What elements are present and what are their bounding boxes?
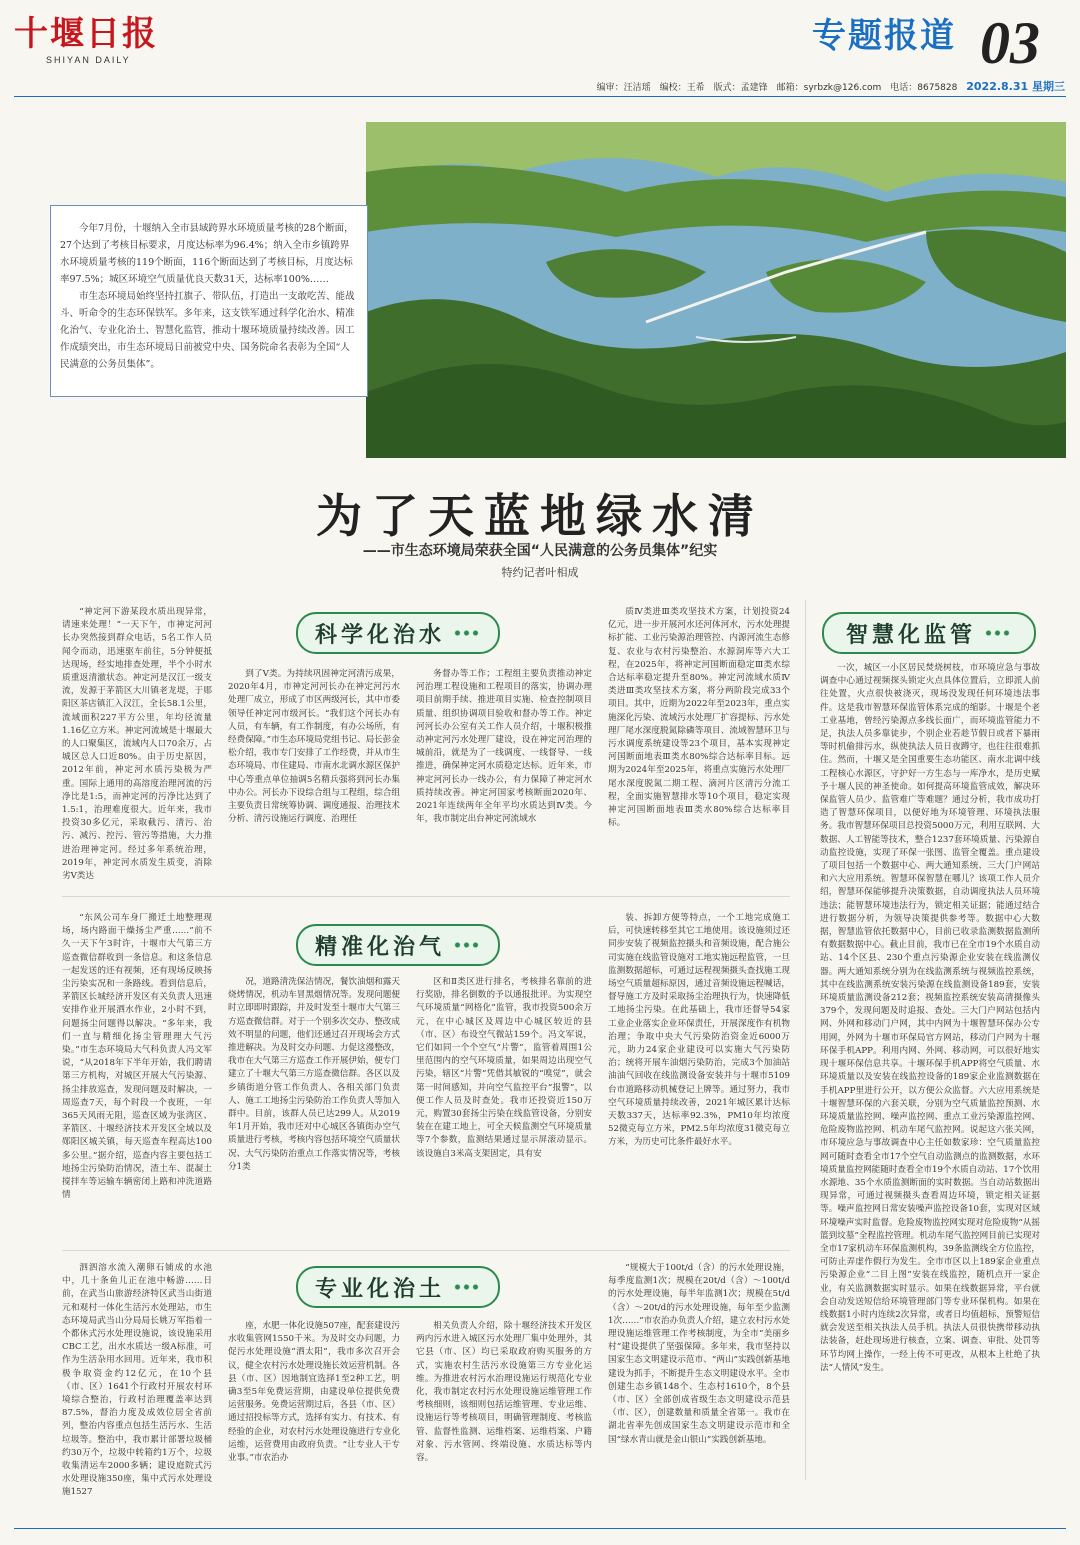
section-decoration-icon — [453, 1282, 481, 1292]
issue-date: 2022.8.31 星期三 — [966, 80, 1065, 93]
section-decoration-icon — [453, 940, 481, 950]
intro-paragraph-2: 市生态环境局始终坚持扛旗子、带队伍，打造出一支敢吃苦、能战斗、听命令的生态环保铁军。多年来，这支铁军通过科学化治水、精准化治气、专业化治土、智慧化监管，推动十堰环境质量持续改善。因工作成绩突出，市生态环境局日前被党中央、国务院命名表彰为全国“人民满意的公务员集体”。 — [60, 291, 355, 370]
smart-text: 一次，城区一小区居民焚烧树枝，市环境应急与事故调查中心通过视频探头锁定火点具体位置后，立即派人前往处置，火点很快被浇灭，现场没发现任何环境违法事件。这是我市智慧环保监管体系完成的缩影。十堰是个老工业基地，曾经污染源点多线长面广，而环境监管能力不足，执法人员多靠徒步，个别企业若趁节假日或者下暴雨等时机偷排污水，纵使执法人员日夜蹲守，也往往很难抓住。然而，十堰又是全国重要生态功能区、南水北调中线工程核心水源区，守护好一方生态与一库净水，是历史赋予十堰人民的神圣使命。如何提高环境监管成效，解决环保监管人员少、监管难广等难题？通过分析，我市成功打造了智慧环保项目，以便好地为环境管理、环境执法服务。我市智慧环保项目总投资5000万元，利用互联网、大数据、人工智能等技术，整合1237套环境质量、污染源自动监控设施，实现了环保一张图、监管全覆盖。重点建设了项目包括一个数据中心、两大通知系统、三大门户网站和六大应用系统。智慧环保智慧在哪儿？该项工作人员介绍，智慧环保能够提升决策数据，自动调度执法人员环境违法；能智慧环境违法行为，锁定相关证据；能通过结合进行数据分析，为领导决策提供参考等。数据中心大数据，智慧监管依托数据中心，目前已收录监测数据监测所有数据数据中心。截止目前，我市已在全市19个水质自动站、14个区县、230个重点污染源企业安装在线监测仪器。两大通知系统分别为在线监测系统与视频监控系统，其中在线监测系统安装污染源在线监测设备189套，安装环境质量监测设备212套；视频监控系统安装高清摄像头379个，发现问题及时追报、查处。三大门户网站包括内网、外网和移动门户网，其中内网为十堰智慧环保办公专用网，外网为十堰市环保局官方网站，移动门户网为十堰环保手机APP。利用内网、外网、移动网，可以很好地实现十堰环保信息共享。十堰环保手机APP将空气质量、水环境质量以及安装在线监控设备的189家企业监测数据在手机APP里进行公开，以方便公众监督。六大应用系统是十堰智慧环保的六套关联，分别为空气质量监控预测、水环境质量监控网、噪声监控网、重点工业污染源监控网、危险废物监控网、机动车尾气监控网。说起这六张关网，市环境应急与事故调查中心主任如数家珍：空气质量监控网可随时查看全市17个空气自动监测点的监测数据，水环境质量监控网能随时查看全市19个水质自动站、17个饮用水源地、35个水质监测断面的实时数据。当自动站数据出现异常，可通过视频摄头查看周边环境，锁定相关证据等。噪声监控网日常安装噪声监控设备10套，实现对区域环境噪声实时监督。危险废物监控网实现对危险废物“从摇篮到坟墓”全程监控管理。机动车尾气监控网目前已实现对全市17家机动车环保监测机构，39条监测线全方位监控，可防止弄虚作假行为发生。全市市区以上189家企业重点污染源企业“二目上图”安装在线监控，随机点开一家企业，有关监测数据实时显示。如果在线数据异常，平台就会自动发送短信给环境管理部门等专业环保机构。如果在线数据1小时内连续2次异常，或者日均值超标，预警短信就会发送至相关执法人员手机。执法人员很快携带移动执法装备，赶赴现场进行核查，立案、调查、审批、处罚等环节均网上操作，一经上传不可更改，从根本上杜绝了执法“人情风”发生。 — [820, 663, 1040, 1373]
soil-text-3: 相关负责人介绍，除十堰经济技术开发区两内污水进入城区污水处理厂集中处理外，其它县（市、区）均已采取政府购买服务的方式，实施农村生活污水设施第三方专业化运维。为推进农村污水治理设施运行规范化专业化，我市制定农村污水处理设施运维管理工作考核细则，该细则包括运维管理、专业运维、设施运行等考核项目，明确管理制度、考核监管、监督性监测、运维档案、运维档案、户籍对象、污水管网、终端设施、水质达标等内容。 — [416, 1321, 592, 1464]
masthead-rule — [14, 96, 1066, 97]
air-text-1: “东风公司车身厂搬迁土地整理现场，场内路面干燥扬尘严重……”前不久一天下午3时许，十堰市大气第三方巡查微信群收到一条信息。和这条信息一起发送的还有视频，还有现场反映扬尘污染实况和一条路线。看到信息后，茅箭区长城经济开发区有关负责人迅速安排作业开展洒水作业，2小时不到，问题扬尘问题得以解决。“多年来，我们一直与精细化扬尘管理理大气污染。”市生态环境局大气科负责人冯文军说，“从2018年下半年开始，我们聘请第三方机构，对城区开展大气污染源、扬尘排放巡查，发现问题及时解决，一周巡查7天，每个时段一个夜班，一年365天风雨无阻，巡查区域为张湾区、茅箭区、十堰经济技术开发区全域以及郧阳区城关镇，每天巡查车程高达100多公里。”据介绍，巡查内容主要包括工地扬尘污染防治情况，渣土车、混凝土搅拌车等运输车辆密闭上路和冲洗道路情 — [62, 913, 212, 1201]
landscape-illustration — [366, 122, 1066, 458]
soil-column-1 — [62, 1262, 212, 1498]
section-separator — [62, 1250, 790, 1251]
soil-column-2 — [228, 1320, 400, 1482]
air-text-4: 装、拆卸方便等特点，一个工地完成施工后，可快速转移至其它工地使用。该设施须过还同步安装了视频监控摄头和音频设施，配合施公司实施在线监管设施对工地实施远程监管，一旦监测数据超标，可通过远程视频摄头查找施工现场空气质量超标原因，通过音频设施远程喊话，督导施工方及时采取扬尘治理执行为，快速降低工地扬尘污染。在此基础上，我市还督导54家工业企业落实企业环保责任，开展深度作有机物治理；争取中央大气污染防治资金近6000万元，助力24家企业建设可以实施大气污染防治；统将开展车油烟污染防治，完成3个加油站油油气回收在线监测设备安装并与十堰市5109台市道路移动机械登记上牌等。通过努力，我市空气环境质量持续改善，2021年城区累计达标天数337天，达标率92.3%，PM10年均浓度52微克每立方米，PM2.5年均浓度31微克每立方米，为历史可比条件最好水平。 — [608, 913, 790, 1148]
article-headline: 为了天蓝地绿水清 — [316, 489, 764, 543]
soil-text-1: 泗泗溶水流入潮卵石铺成的水池中，几十条鱼儿正在池中畅游……日前，在武当山旅游经济特区武当山街道元和观村一体化生活污水处理站，市生态环境局武当山分局局长姚万军指着一个都休式污水处理设施说，该设施采用CBC工艺，出水水质达一级A标准，可作为生活杂用水回用。近年来，我市积极争取资金约12亿元，在10个县（市、区）1641个行政村开展农村环境综合整治，行政村治理覆盖率达到87.5%，督治力度及成效位居全省前列，整治内容重点包括生活污水、生活垃圾等。整治中，我市累计部署垃圾桶约30万个，垃圾中转箱约1万个，垃圾收集清运车2000多辆；建设庭院式污水处理设施350座，集中式污水处理设施1527 — [62, 1263, 212, 1498]
water-text-1: “神定河下游某段水质出现异常，请速来处理！”一天下午，市神定河河长办突然接到群众电话，5名工作人员闻令而动，迅速驱车前往，5分钟便抵达现场，经实地排查处理，半个小时水质重返清澈状态。神定河是汉江一级支流，发源于茅箭区大川镇老龙堤，于郧阳区茶店镇汇入汉江，全长58.1公里，流域面积227平方公里，年均径流量1.16亿立方米。神定河流域是十堰最大的人口聚集区，流域内人口70余万，占城区总人口近80%。由于历史原因，2012年前，神定河水质污染极为严重。国际上通用的高溶度治理河流的污净比是1:5，而神定河的污净比达到了1.5:1，治理难度很大。近年来，我市投资30多亿元，采取截污、清污、治污、减污、控污、管污等措施，大力推进治理神定河。经过多年系统治理，2019年，神定河水质发生质变，消除劣Ⅴ类达 — [62, 607, 212, 882]
newspaper-logo: 十堰日报 — [14, 14, 158, 54]
water-column-4 — [608, 606, 790, 874]
intro-paragraph-1: 今年7月份，十堰纳入全市县域跨界水环境质量考核的28个断面，27个达到了考核目标要求，月度达标率为96.4%；纳入全市乡镇跨界水环境质量考核的119个断面，116个断面达到了考核目标，月度达标率97.5%；城区环境空气质量优良天数31天，达标率100%…… — [60, 223, 354, 285]
footer-rule — [14, 1528, 1066, 1529]
section-title-soil — [296, 1266, 500, 1308]
air-column-4 — [608, 912, 790, 1230]
section-title-water-text: 科学化治水 — [314, 622, 445, 648]
credits-text: 编审：汪洁瑶 编校：王希 版式：孟建锋 邮箱：syrbzk@126.com 电话：8675828 — [596, 83, 958, 93]
article-byline: 特约记者叶相成 — [501, 566, 579, 579]
water-column-3 — [416, 668, 592, 874]
water-column-2 — [228, 668, 400, 874]
water-text-3: 务督办等工作；工程组主要负责推动神定河治理工程设施和工程项目的落实，协调办理项目前期手续、推进项目实施、检查控制项目质量、组织协调项目验收和督办等工作。神定河河长办公室有关工作人员介绍，十堰积极推动神定河污水处理厂建设，设在神定河治理的城前沿，就是为了一线调度、一线督导、一线推进，确保神定河水质稳定达标。近年来，市神定河河长办一线办公，有力保障了神定河水质持续改善。神定河国家考核断面2020年、2021年连续两年全年平均水质达到Ⅳ类。今年，我市制定出台神定河流域水 — [416, 669, 592, 825]
section-title-water — [296, 612, 500, 654]
soil-text-4: “规模大于100t/d（含）的污水处理设施，每季度监测1次；规模在20t/d（含）～100t/d的污水处理设施，每半年监测1次；规模在5t/d（含）～20t/d的污水处理设施，每年至少监测1次……”市农治办负责人介绍，建立农村污水处理设施运维管理工作考核制度，为全市“美丽乡村”建设提供了坚强保障。多年来，我市坚持以国家生态文明建设示范市、“两山”实践创新基地建设为抓手，不断提升生态文明建设水平。全市创建生态乡镇148个、生态村1610个，8个县（市、区）全部创成省级生态文明建设示范县（市、区），创建数量和质量全省第一。我市在湖北省率先创成国家生态文明建设示范市和全国“绿水青山就是金山银山”实践创新基地。 — [608, 1263, 790, 1445]
air-column-1 — [62, 912, 212, 1230]
section-decoration-icon — [453, 628, 481, 638]
editorial-credits — [540, 78, 1065, 94]
page-number: 03 — [980, 10, 1040, 76]
section-title-soil-text: 专业化治土 — [314, 1276, 445, 1302]
air-text-2: 况，道路清洗保洁情况，餐饮油烟和露天烧烤情况，机动车冒黑烟情况等。发现问题便时立即即时跟踪，并及时发至十堰市大气第三方巡查微信群。对于一个别多次交办、整改成效不明显的问题，他们还通过召开现场会方式推进解决。为及时交办问题、力促这漫整改，我市在大气第三方巡查工作开展伊始，便专门建立了十堰大气第三方巡查微信群。各区以及乡镇街道分管工作负责人、各相关部门负责人、施工工地扬尘污染防治工作负责人等加入群中。目前，该群人员已达299人。从2019年1月开始，我市还对中心城区各镇街办空气质量进行考核，考核内容包括环境空气质量状况、大气污染防治重点工作落实情况等，考核分1类 — [228, 977, 400, 1172]
section-title-smart — [822, 612, 1036, 654]
article-subheadline: ——市生态环境局荣获全国“人民满意的公务员集体”纪实 — [362, 543, 718, 559]
section-separator — [62, 896, 790, 897]
column-divider — [805, 600, 806, 1480]
air-column-3 — [416, 976, 592, 1230]
reservoir-aerial-photo — [366, 122, 1066, 458]
water-text-4: 质Ⅳ类进Ⅲ类攻坚技术方案，计划投资24亿元，进一步开展河水还河体河水，污水处理提标扩能、工业污染源治理管控、内源河流生态修复、农业与农村污染整治、水源洞库等六大工程，在2025年，将神定河国断面稳定Ⅲ类水综合达标率稳定提升至80%。神定河流域水质Ⅳ类进Ⅲ类攻坚技术方案，将分两阶段完成33个项目。其中，近期为2022年至2023年，重点实施深化污染、流域污水处理厂扩容提标、污水处理厂尾水深度脱氮除磷等项目、流域智慧环卫与污水调度系统建设等23个项目，基本实现神定河国断面地表Ⅲ类水80%综合达标率目标。远期为2024年至2025年，将重点实施污水处理厂尾水深度脱氮二期工程、滴河片区清污分流工程，全面实施智慧排水等10个项目，稳定实现神定河国断面地表Ⅲ类水80%综合达标率目标。 — [608, 607, 790, 829]
smart-column — [820, 662, 1040, 1484]
intro-text — [60, 220, 358, 373]
section-title-smart-text: 智慧化监管 — [845, 622, 976, 648]
air-column-2 — [228, 976, 400, 1230]
section-topic: 专题报道 — [812, 16, 956, 56]
water-column-1 — [62, 606, 212, 882]
soil-text-2: 座，水肥一体化设施507座，配套建设污水收集管网1550千米。为及时交办问题，力促污水处理设施“洒太阳”，我市多次召开会议，健全农村污水处理设施长效运营机制。各县（市、区）因地制宜选择1至2种工艺，明确3至5年免费运营期，由建设单位提供免费运营服务。免费运营期过后，各县（市、区）通过招投标等方式，选择有实力、有技术、有经验的企业，对农村污水处理设施进行专业化运维，运营费用由政府负责。“让专业人干专业事。”市农治办 — [228, 1321, 400, 1464]
water-text-2: 到了Ⅴ类。为持续巩固神定河清污成果，2020年4月，市神定河河长办在神定河污水处理厂成立，形成了市区两级河长，其中市委领导任神定河市级河长。“我们这个河长办有人员，有车辆，有工作制度，有办公场所，有经费保障。”市生态环境局党组书记、局长彭金松介绍，我市专门安排了工作经费，并从市生态环境局、市住建局、市南水北调水源区保护中心等重点单位抽调5名精兵强将到河长办集中办公。河长办下设综合组与工程组，综合组主要负责日常统筹协调、调度通报、治理技术分析、清污设施运行调度、治理任 — [228, 669, 400, 825]
air-text-3: 区和Ⅱ类区进行排名，考核排名靠前的进行奖励，排名倒数的予以通报批评。为实现空气环境质量“网格化”监管，我市投资500余万元，在中心城区及周边中心城区较近的县（市、区）布设空气微站159个。冯文军说，它们如同一个个空气“片警”，监管着周围1公里范围内的空气环境质量，如果周边出现空气污染，辖区“片警”凭借其敏锐的“嗅觉”，就会第一时间感知，并向空气监控平台“报警”，以便工作人员及时查处。我市还投资近150万元，购置30套扬尘污染在线监管设备，分别安装在在建工地上，可全天候监测空气环境质量等7个参数，监测结果通过显示屏滚动显示。该设施自3米高支架固定，具有安 — [416, 977, 592, 1159]
newspaper-logo-subtitle: SHIYAN DAILY — [46, 55, 131, 65]
soil-column-3 — [416, 1320, 592, 1482]
section-decoration-icon — [984, 628, 1012, 638]
soil-column-4 — [608, 1262, 790, 1482]
section-title-air-text: 精准化治气 — [314, 934, 445, 960]
section-title-air — [296, 924, 500, 966]
